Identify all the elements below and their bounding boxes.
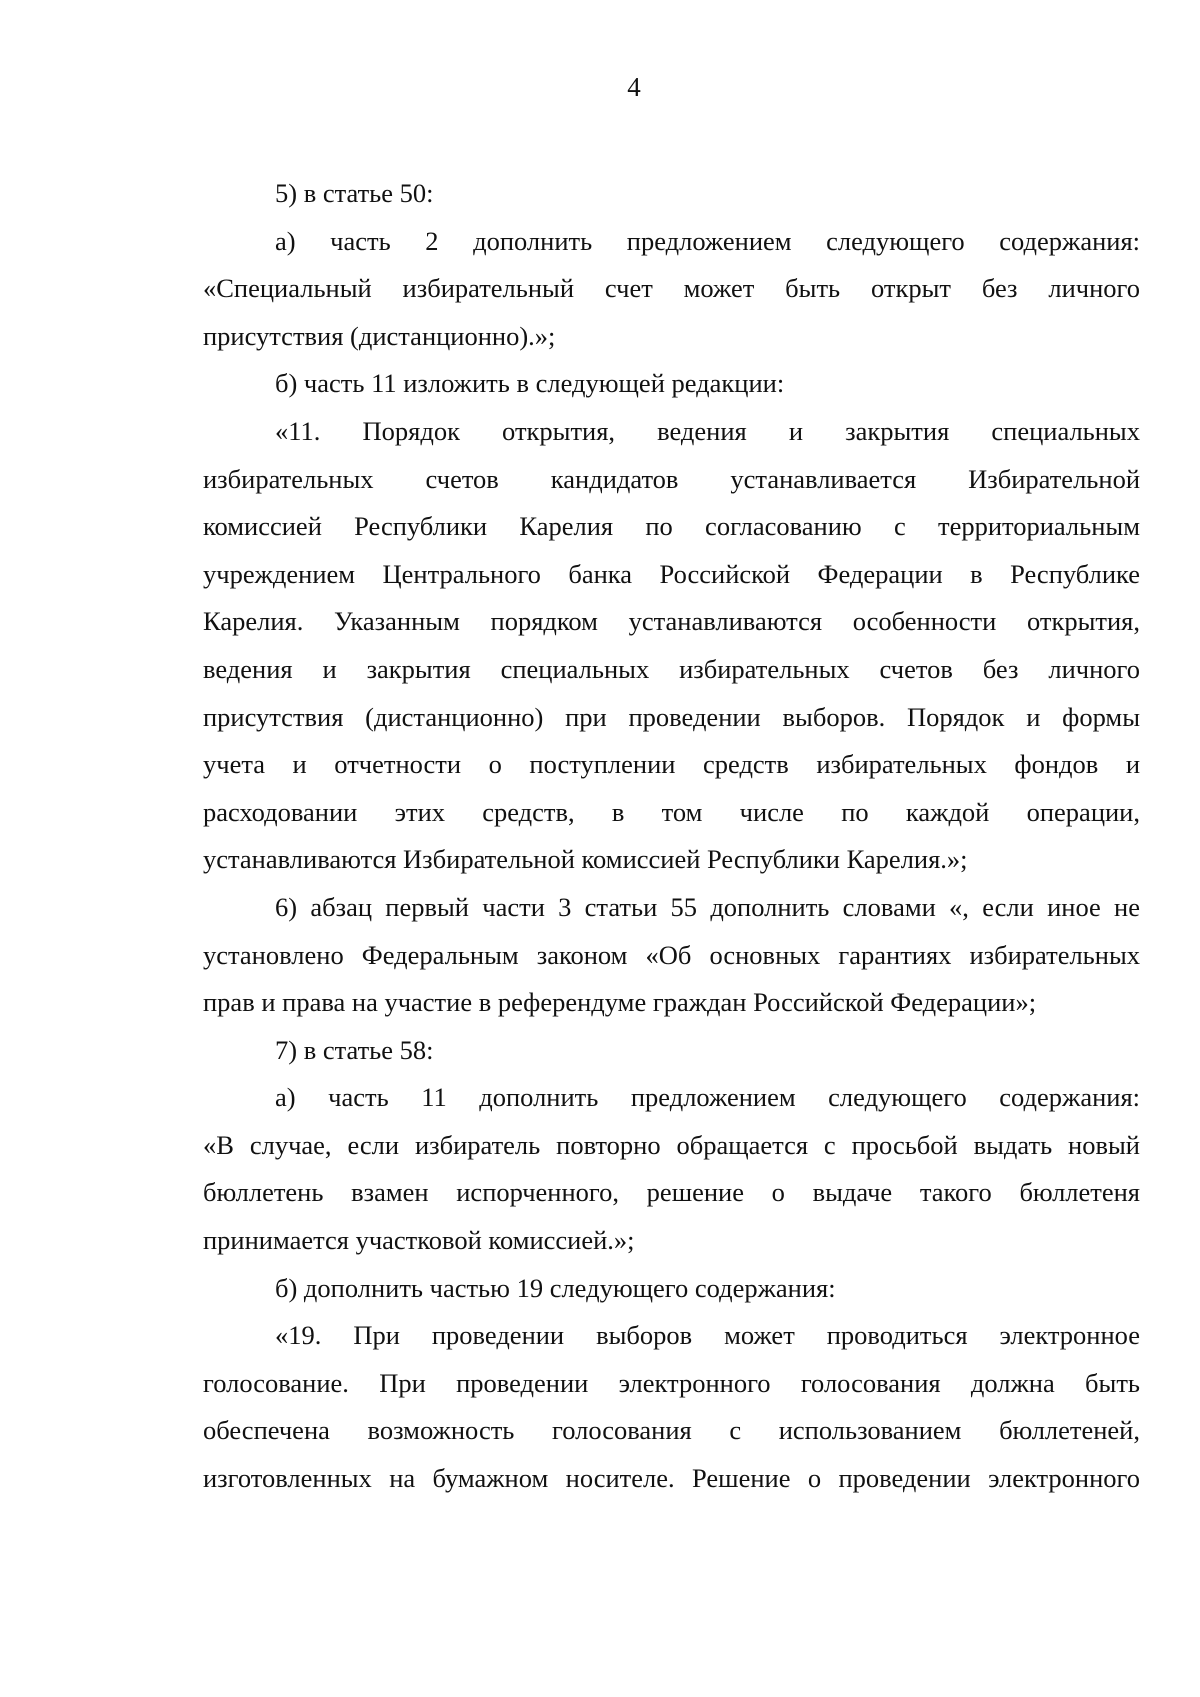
- text-line: «Специальный избирательный счет может быть открыт без личного: [203, 273, 1140, 304]
- text-line: «В случае, если избиратель повторно обращается с просьбой выдать новый: [203, 1129, 1140, 1160]
- text-line: учета и отчетности о поступлении средств избирательных фондов и: [203, 749, 1140, 780]
- text-line: избирательных счетов кандидатов устанавливается Избирательной: [203, 463, 1140, 494]
- text-line: Карелия. Указанным порядком устанавливаются особенности открытия,: [203, 606, 1140, 637]
- text-line: б) дополнить частью 19 следующего содержания:: [275, 1272, 836, 1303]
- text-line: ведения и закрытия специальных избирательных счетов без личного: [203, 653, 1140, 684]
- text-line: устанавливаются Избирательной комиссией Республики Карелия.»;: [203, 844, 968, 875]
- text-line: присутствия (дистанционно).»;: [203, 320, 556, 351]
- text-line: установлено Федеральным законом «Об основных гарантиях избирательных: [203, 939, 1140, 970]
- text-line: а) часть 11 дополнить предложением следующего содержания:: [275, 1082, 1140, 1113]
- text-line: прав и права на участие в референдуме граждан Российской Федерации»;: [203, 987, 1037, 1018]
- text-line: изготовленных на бумажном носителе. Решение о проведении электронного: [203, 1463, 1140, 1494]
- text-line: комиссией Республики Карелия по согласованию с территориальным: [203, 511, 1140, 542]
- page-number: 4: [627, 72, 641, 102]
- text-line: б) часть 11 изложить в следующей редакции:: [275, 368, 785, 399]
- text-line: «19. При проведении выборов может проводиться электронное: [275, 1320, 1140, 1351]
- text-line: 6) абзац первый части 3 статьи 55 дополнить словами «, если иное не: [275, 891, 1140, 922]
- text-line: обеспечена возможность голосования с использованием бюллетеней,: [203, 1415, 1140, 1446]
- text-line: учреждением Центрального банка Российской Федерации в Республике: [203, 558, 1140, 589]
- text-line: присутствия (дистанционно) при проведении выборов. Порядок и формы: [203, 701, 1140, 732]
- text-line: принимается участковой комиссией.»;: [203, 1225, 635, 1256]
- text-line: «11. Порядок открытия, ведения и закрытия специальных: [275, 415, 1140, 446]
- text-line: а) часть 2 дополнить предложением следующего содержания:: [275, 225, 1140, 256]
- text-line: бюллетень взамен испорченного, решение о выдаче такого бюллетеня: [203, 1177, 1140, 1208]
- text-line: расходовании этих средств, в том числе по каждой операции,: [203, 796, 1140, 827]
- text-line: 7) в статье 58:: [275, 1034, 434, 1065]
- text-line: голосование. При проведении электронного голосования должна быть: [203, 1367, 1140, 1398]
- document-body: [203, 170, 1140, 1503]
- text-line: 5) в статье 50:: [275, 178, 434, 208]
